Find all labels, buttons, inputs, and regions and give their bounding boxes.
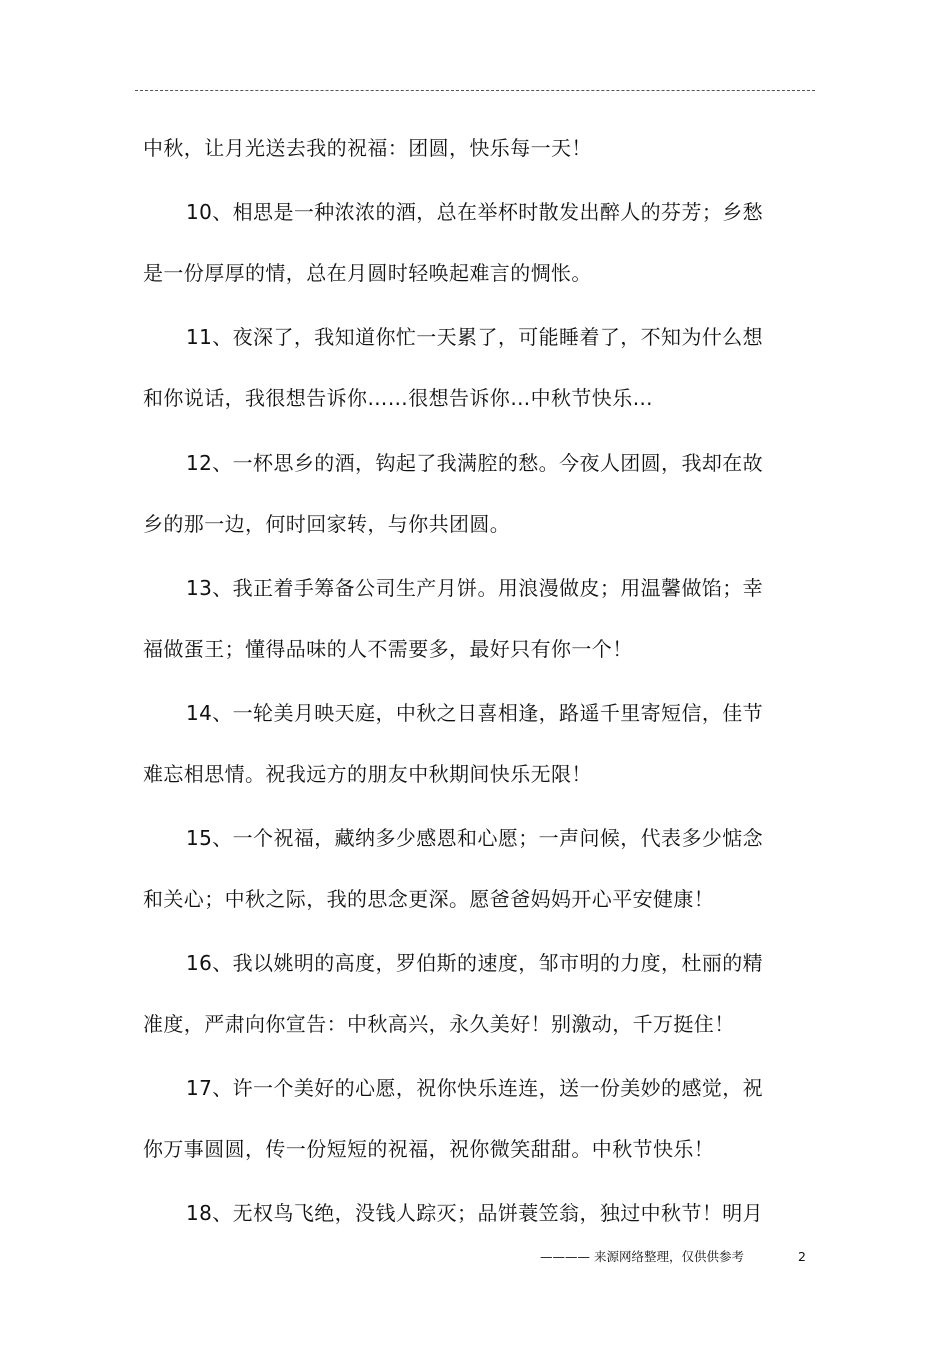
text-line: 中秋，让月光送去我的祝福：团圆，快乐每一天！: [143, 136, 592, 160]
text-line: 16、我以姚明的高度，罗伯斯的速度，邹市明的力度，杜丽的精: [186, 951, 764, 975]
text-line: 10、相思是一种浓浓的酒，总在举杯时散发出醉人的芬芳；乡愁: [186, 200, 764, 224]
text-line: 13、我正着手筹备公司生产月饼。用浪漫做皮；用温馨做馅；幸: [186, 576, 764, 600]
text-line: 15、一个祝福，藏纳多少感恩和心愿；一声问候，代表多少惦念: [186, 826, 764, 850]
footer-note: ———— 来源网络整理，仅供供参考: [540, 1249, 744, 1264]
text-line: 11、夜深了，我知道你忙一天累了，可能睡着了，不知为什么想: [186, 325, 764, 349]
text-line: 17、许一个美好的心愿，祝你快乐连连，送一份美妙的感觉，祝: [186, 1076, 764, 1100]
text-line: 和你说话，我很想告诉你……很想告诉你…中秋节快乐…: [143, 386, 653, 410]
text-line: 乡的那一边，何时回家转，与你共团圆。: [143, 512, 511, 536]
text-line: 和关心；中秋之际，我的思念更深。愿爸爸妈妈开心平安健康！: [143, 887, 715, 911]
text-line: 18、无权鸟飞绝，没钱人踪灭；品饼蓑笠翁，独过中秋节！明月: [186, 1201, 764, 1225]
text-line: 12、一杯思乡的酒，钩起了我满腔的愁。今夜人团圆，我却在故: [186, 451, 764, 475]
text-line: 准度，严肃向你宣告：中秋高兴，永久美好！别激动，千万挺住！: [143, 1012, 735, 1036]
text-line: 你万事圆圆，传一份短短的祝福，祝你微笑甜甜。中秋节快乐！: [143, 1137, 715, 1161]
text-line: 福做蛋王；懂得品味的人不需要多，最好只有你一个！: [143, 637, 633, 661]
text-line: 14、一轮美月映天庭，中秋之日喜相逢，路遥千里寄短信，佳节: [186, 701, 764, 725]
page-number: 2: [798, 1249, 806, 1264]
text-line: 难忘相思情。祝我远方的朋友中秋期间快乐无限！: [143, 762, 592, 786]
header-rule: [135, 90, 815, 91]
text-line: 是一份厚厚的情，总在月圆时轻唤起难言的惆怅。: [143, 261, 592, 285]
